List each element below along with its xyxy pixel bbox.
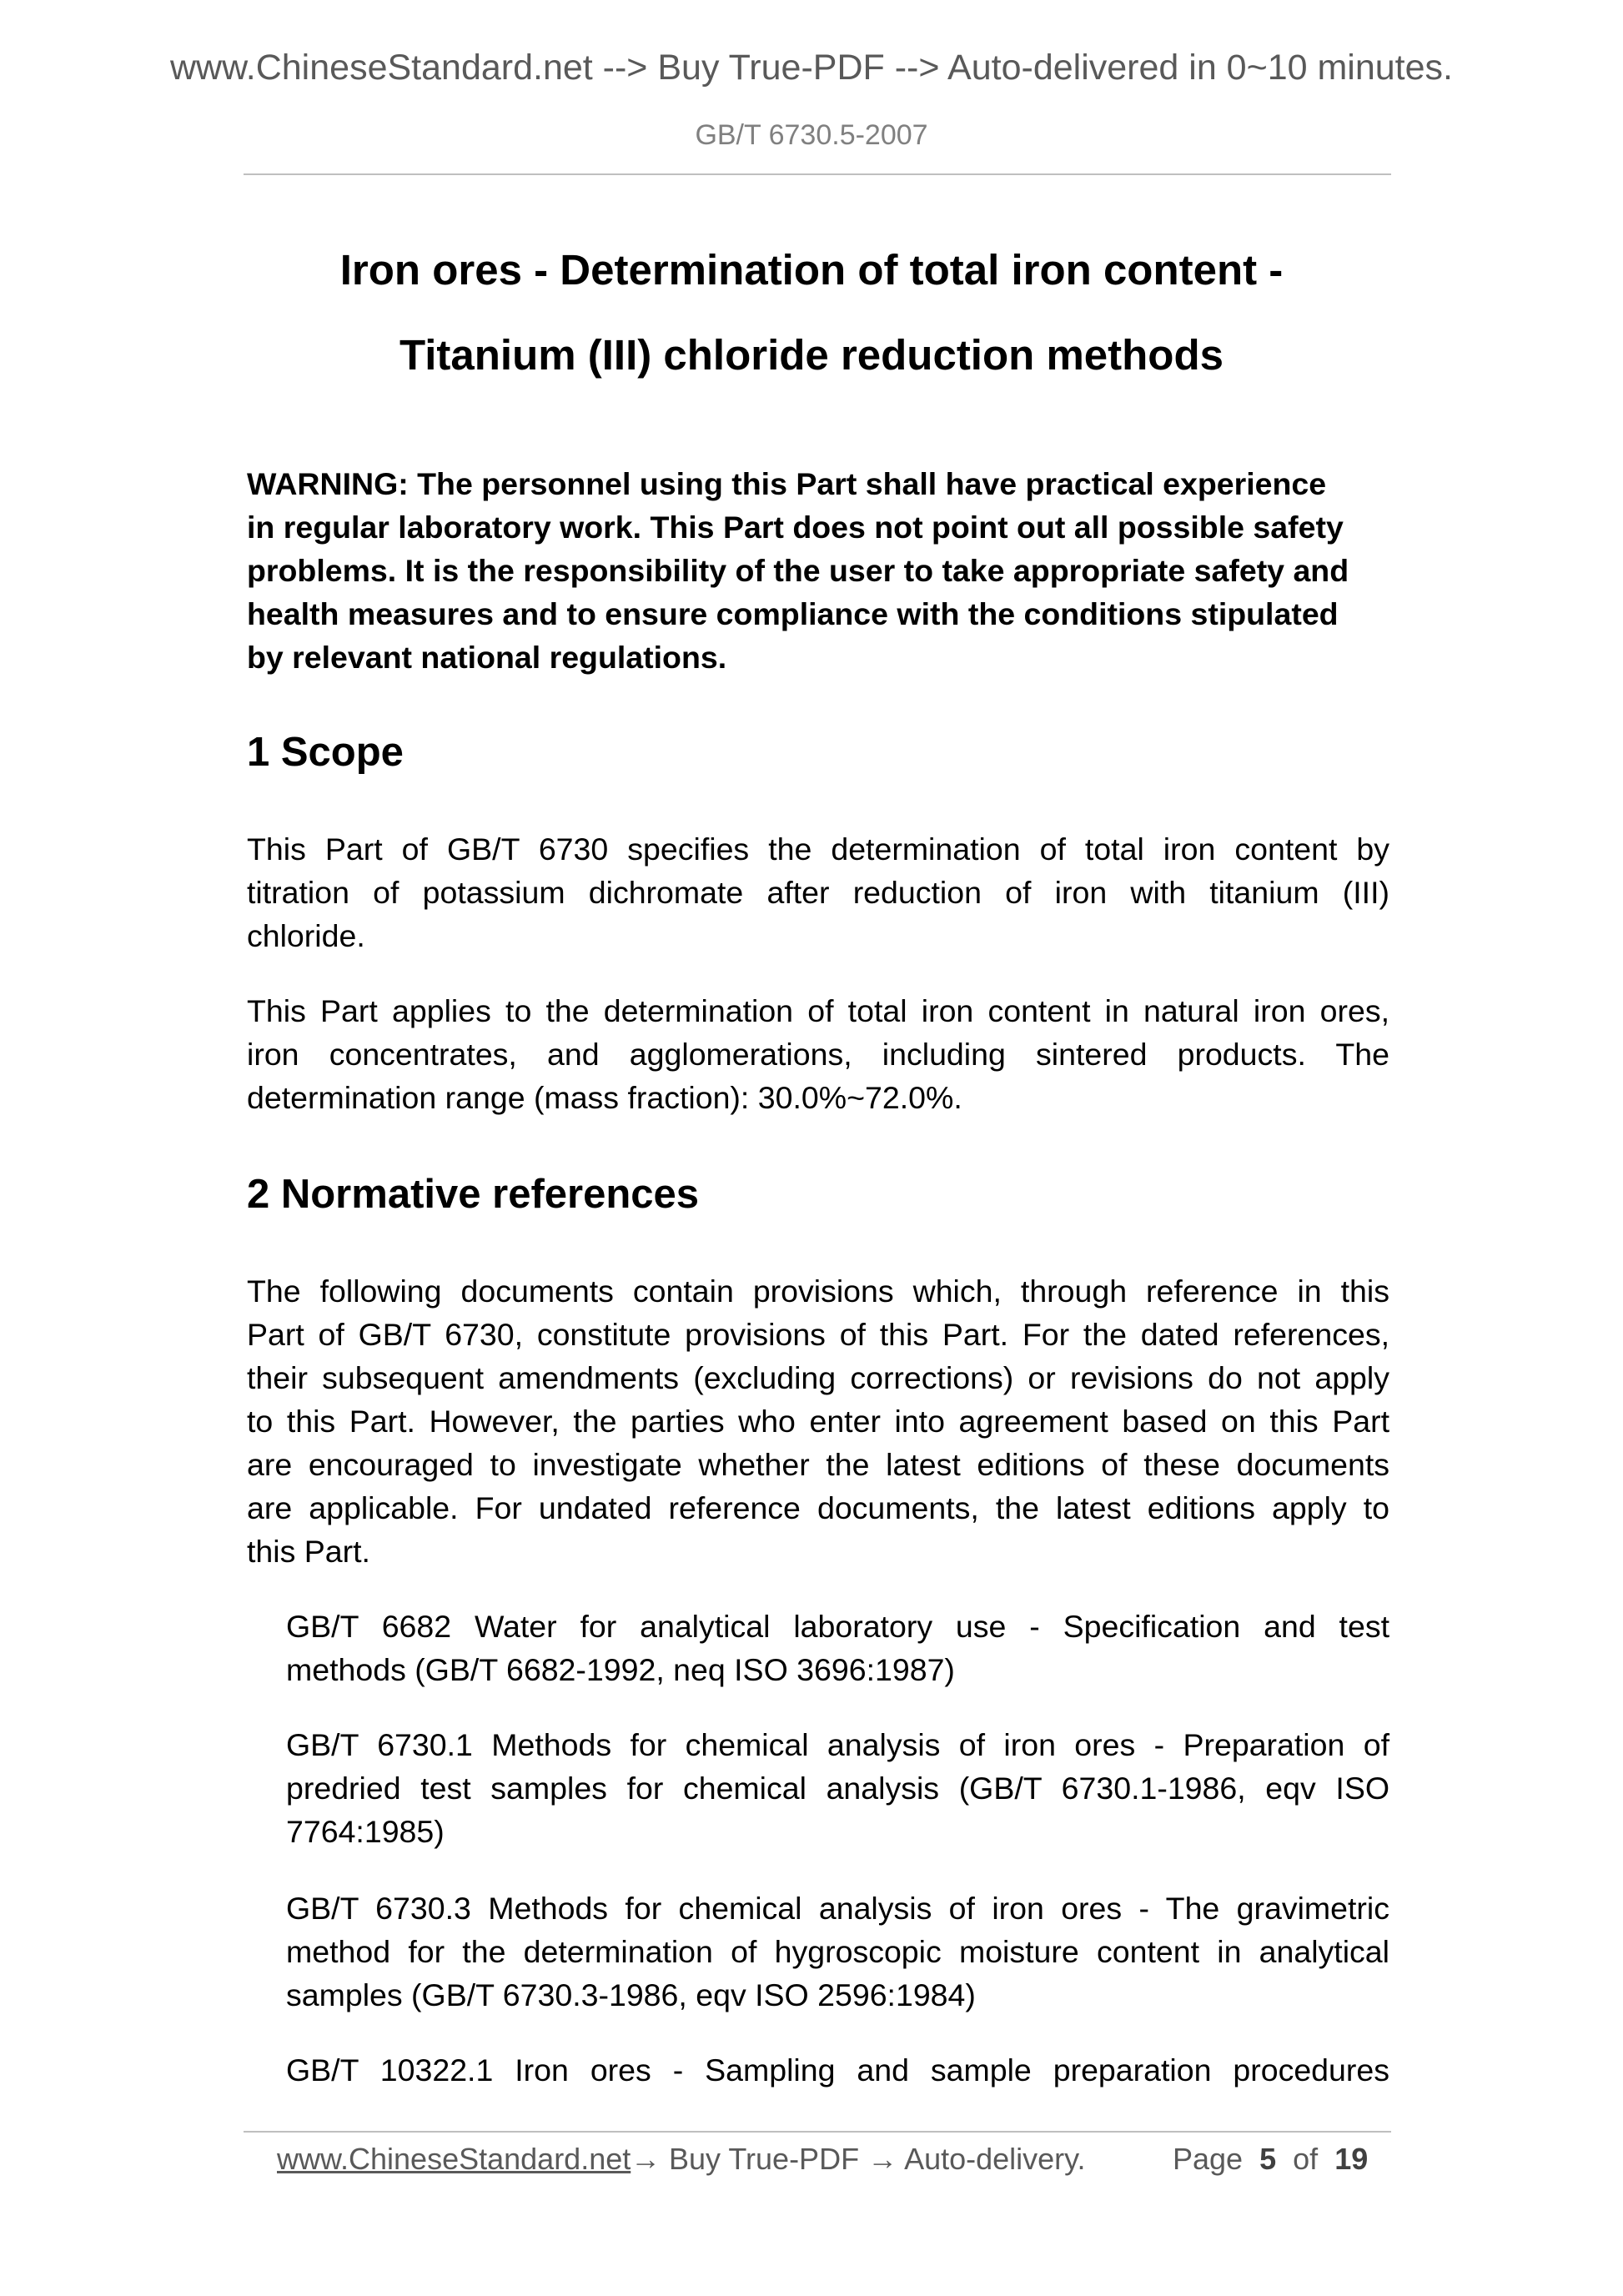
text-line: samples (GB/T 6730.3-1986, eqv ISO 2596:1984) (286, 1977, 976, 2012)
footer-divider (244, 2131, 1391, 2133)
text-line: method for the determination of hygroscopic moisture content in analytical (286, 1934, 1389, 1969)
reference-item (286, 2048, 1389, 2092)
references-intro-paragraph (247, 1269, 1389, 1573)
reference-item (286, 1605, 1389, 1691)
current-page-number: 5 (1259, 2142, 1277, 2176)
page-footer (0, 2138, 1623, 2181)
page-word: Page (1173, 2142, 1244, 2176)
reference-item (286, 1723, 1389, 1853)
warning-notice (247, 462, 1389, 679)
text-line: their subsequent amendments (excluding corrections) or revisions do not apply (247, 1360, 1389, 1395)
warning-line: in regular laboratory work. This Part does not point out all possible safety (247, 510, 1344, 545)
text-line: titration of potassium dichromate after reduction of iron with titanium (III) (247, 875, 1389, 910)
text-line: GB/T 6682 Water for analytical laboratory use - Specification and test (286, 1609, 1389, 1644)
warning-line: health measures and to ensure compliance with the conditions stipulated (247, 596, 1339, 631)
text-line: The following documents contain provisions which, through reference in this (247, 1274, 1389, 1309)
reference-item (286, 1887, 1389, 2017)
document-title-line-2: Titanium (III) chloride reduction methods (399, 331, 1224, 379)
footer-promo-text: → Buy True-PDF → Auto-delivery. (631, 2142, 1086, 2176)
section-heading-normative-references: 2 Normative references (247, 1172, 700, 1217)
text-line: predried test samples for chemical analysis (GB/T 6730.1-1986, eqv ISO (286, 1771, 1389, 1806)
scope-paragraph-1 (247, 827, 1389, 957)
text-line: iron concentrates, and agglomerations, including sintered products. The (247, 1037, 1389, 1072)
text-line: GB/T 6730.3 Methods for chemical analysis of iron ores - The gravimetric (286, 1891, 1389, 1926)
text-line: This Part applies to the determination of total iron content in natural iron ores, (247, 993, 1389, 1028)
text-line: determination range (mass fraction): 30.0%~72.0%. (247, 1080, 962, 1115)
top-banner: www.ChineseStandard.net --> Buy True-PDF --> Auto-delivered in 0~10 minutes. (169, 48, 1453, 88)
text-line: methods (GB/T 6682-1992, neq ISO 3696:1987) (286, 1652, 955, 1687)
text-line: Part of GB/T 6730, constitute provisions of this Part. For the dated references, (247, 1317, 1389, 1352)
page-indicator (1173, 2138, 1368, 2181)
text-line: This Part of GB/T 6730 specifies the determination of total iron content by (247, 831, 1389, 867)
text-line: GB/T 10322.1 Iron ores - Sampling and sample preparation procedures (286, 2052, 1389, 2088)
text-line: chloride. (247, 918, 365, 953)
text-line: are applicable. For undated reference documents, the latest editions apply to (247, 1490, 1389, 1525)
section-heading-scope: 1 Scope (247, 730, 404, 775)
warning-line: problems. It is the responsibility of the user to take appropriate safety and (247, 553, 1349, 588)
header-divider (244, 173, 1391, 175)
warning-line: by relevant national regulations. (247, 640, 727, 675)
text-line: this Part. (247, 1534, 370, 1569)
text-line: GB/T 6730.1 Methods for chemical analysis of iron ores - Preparation of (286, 1727, 1389, 1762)
footer-site-link[interactable]: www.ChineseStandard.net (277, 2142, 631, 2176)
document-title-line-1: Iron ores - Determination of total iron content - (339, 246, 1284, 294)
scope-paragraph-2 (247, 989, 1389, 1119)
total-pages: 19 (1334, 2142, 1369, 2176)
text-line: 7764:1985) (286, 1814, 445, 1849)
standard-id: GB/T 6730.5-2007 (695, 119, 928, 151)
text-line: are encouraged to investigate whether the latest editions of these documents (247, 1447, 1389, 1482)
text-line: to this Part. However, the parties who enter into agreement based on this Part (247, 1404, 1389, 1439)
of-word: of (1293, 2142, 1319, 2176)
warning-line: WARNING: The personnel using this Part shall have practical experience (247, 466, 1327, 501)
